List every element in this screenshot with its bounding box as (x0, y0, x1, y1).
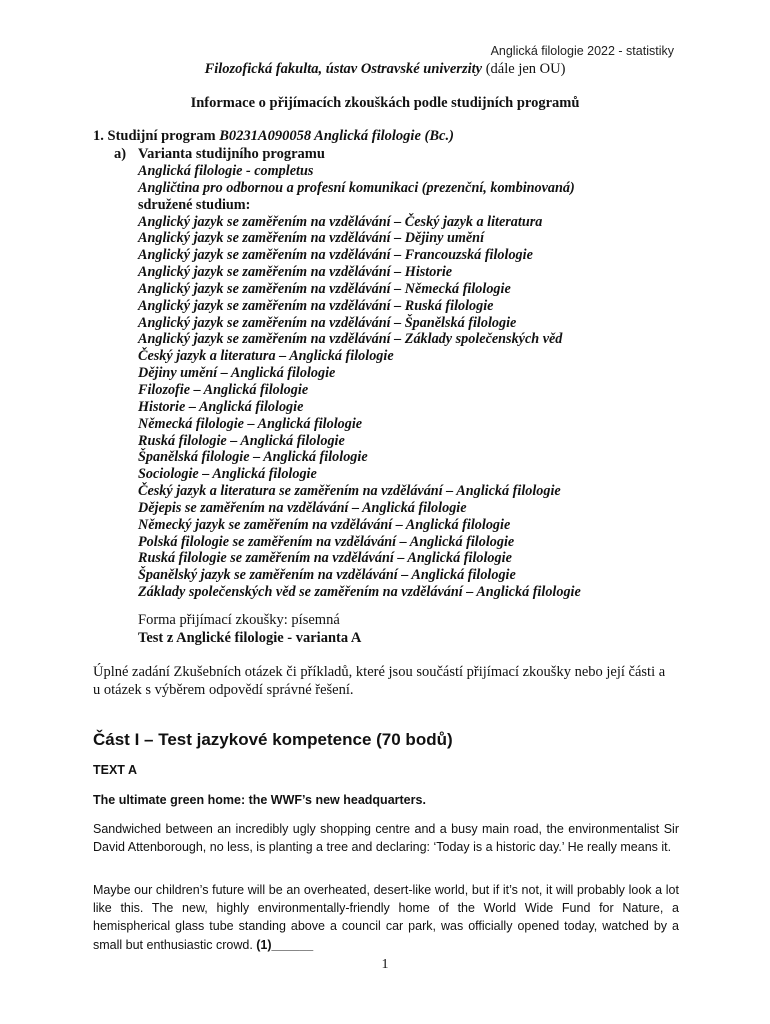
gap-blank-1: (1)______ (256, 937, 314, 952)
variant-item: Anglický jazyk se zaměřením na vzdělávání – Španělská filologie (138, 314, 517, 331)
variant-item: Anglický jazyk se zaměřením na vzdělávání – Český jazyk a literatura (138, 213, 543, 230)
program-heading (93, 128, 454, 145)
full-task-paragraph: Úplné zadání Zkušebních otázek či příkladů, které jsou součástí přijímací zkoušky nebo její části a u otázek s výběrem odpovědí správné řešení. (93, 664, 666, 698)
running-header: Anglická filologie 2022 - statistiky (490, 44, 674, 58)
variant-item: Sociologie – Anglická filologie (138, 466, 317, 483)
article-title: The ultimate green home: the WWF’s new headquarters. (93, 793, 426, 807)
variant-item: Anglický jazyk se zaměřením na vzdělávání – Ruská filologie (138, 297, 494, 314)
info-title: Informace o přijímacích zkouškách podle studijních programů (190, 95, 580, 111)
faculty-line (0, 61, 770, 78)
exam-test: Test z Anglické filologie - varianta A (138, 630, 362, 646)
variant-label: Varianta studijního programu (138, 146, 325, 162)
variant-item: sdružené studium: (138, 196, 251, 213)
variant-item: Dějiny umění – Anglická filologie (138, 365, 336, 382)
variant-item: Španělská filologie – Anglická filologie (138, 449, 368, 466)
variant-item: Španělský jazyk se zaměřením na vzdělávání – Anglická filologie (138, 567, 516, 584)
article-paragraph-1: Sandwiched between an incredibly ugly shopping centre and a busy main road, the environmentalist Sir David Attenborough, no less, is planting a tree and declaring: ‘Today is a historic day.’ He really means it. (93, 822, 679, 855)
variant-item: Anglický jazyk se zaměřením na vzdělávání – Dějiny umění (138, 230, 485, 247)
variant-item: Ruská filologie se zaměřením na vzdělávání – Anglická filologie (138, 550, 512, 567)
program-code: B0231A090058 Anglická filologie (Bc.) (219, 128, 454, 144)
variant-item: Základy společenských věd se zaměřením na vzdělávání – Anglická filologie (138, 584, 581, 601)
variant-item: Anglický jazyk se zaměřením na vzdělávání – Německá filologie (138, 280, 511, 297)
text-label: TEXT A (93, 763, 137, 777)
variant-item: Filozofie – Anglická filologie (138, 381, 309, 398)
program-prefix: 1. Studijní program (93, 128, 220, 144)
variant-item: Ruská filologie – Anglická filologie (138, 432, 345, 449)
variant-item: Historie – Anglická filologie (138, 398, 304, 415)
variant-item: Německý jazyk se zaměřením na vzdělávání – Anglická filologie (138, 516, 511, 533)
variant-item: Český jazyk a literatura – Anglická filologie (138, 348, 394, 365)
variant-item: Angličtina pro odbornou a profesní komunikaci (prezenční, kombinovaná) (138, 179, 575, 196)
variant-item: Německá filologie – Anglická filologie (138, 415, 363, 432)
variant-item: Anglický jazyk se zaměřením na vzdělávání – Francouzská filologie (138, 247, 533, 264)
faculty-name: Filozofická fakulta, ústav Ostravské univerzity (204, 61, 483, 77)
variant-item: Dějepis se zaměřením na vzdělávání – Anglická filologie (138, 499, 467, 516)
article-paragraph-2 (93, 881, 679, 954)
variant-item: Anglický jazyk se zaměřením na vzdělávání – Základy společenských věd (138, 331, 563, 348)
variant-item: Český jazyk a literatura se zaměřením na vzdělávání – Anglická filologie (138, 483, 561, 500)
faculty-suffix: (dále jen OU) (482, 61, 566, 77)
variant-item: Anglický jazyk se zaměřením na vzdělávání – Historie (138, 264, 453, 281)
paragraph-2-text: Maybe our children’s future will be an overheated, desert-like world, but if it’s not, it will probably look a lot like this. The new, highly environmentally-friendly home of the World Wide Fund for Nature, a hemispherical glass tube standing above a council car park, was officially opened today, watched by a small but enthusiastic crowd. (93, 883, 679, 952)
variant-list (138, 163, 581, 601)
variant-marker: a) (114, 146, 127, 162)
exam-form: Forma přijímací zkoušky: písemná (138, 612, 340, 628)
variant-item: Anglická filologie - completus (138, 163, 314, 179)
part-title: Část I – Test jazykové kompetence (70 bodů) (93, 730, 453, 749)
variant-heading (114, 146, 325, 163)
variant-item: Polská filologie se zaměřením na vzdělávání – Anglická filologie (138, 533, 515, 550)
page-number: 1 (381, 957, 389, 972)
